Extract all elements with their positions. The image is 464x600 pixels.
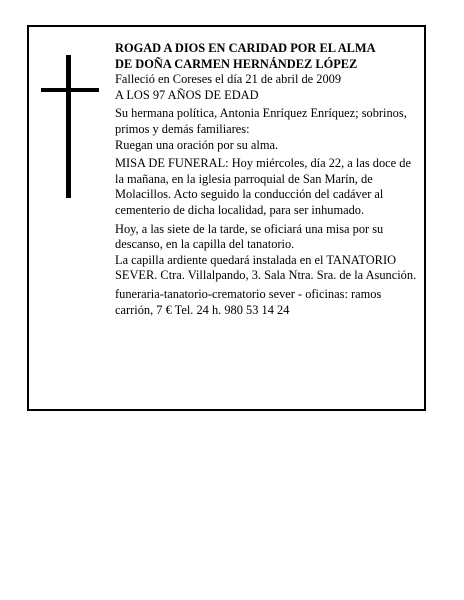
evening-mass-paragraph: Hoy, a las siete de la tarde, se oficiará una misa por su descanso, en la capilla del tanatorio. — [115, 221, 384, 252]
notice-text-column — [115, 41, 419, 318]
cross-icon — [41, 55, 99, 198]
cross-vertical-bar — [66, 55, 71, 198]
headline-line-2: DE DOÑA CARMEN HERNÁNDEZ LÓPEZ — [115, 56, 358, 71]
death-info: Falleció en Coreses el día 21 de abril de 2009 — [115, 72, 342, 87]
chapel-paragraph: La capilla ardiente quedará instalada en el TANATORIO SEVER. Ctra. Villalpando, 3. Sala Ntra. Sra. de la Asunción. — [115, 252, 417, 283]
headline-line-1: ROGAD A DIOS EN CARIDAD POR EL ALMA — [115, 41, 376, 55]
cross-horizontal-bar — [41, 88, 99, 92]
prayer-request: Ruegan una oración por su alma. — [115, 137, 279, 152]
family-paragraph: Su hermana política, Antonia Enríquez Enríquez; sobrinos, primos y demás familiares: — [115, 106, 407, 136]
funeral-home-paragraph: funeraria-tanatorio-crematorio sever - oficinas: ramos carrión, 7 € Tel. 24 h. 980 53 14 24 — [115, 286, 382, 317]
age-line: A LOS 97 AÑOS DE EDAD — [115, 87, 259, 102]
obituary-notice-frame — [27, 25, 426, 411]
funeral-mass-paragraph: MISA DE FUNERAL: Hoy miércoles, día 22, a las doce de la mañana, en la iglesia parroquial de San Marín, de Molacillos. Acto seguido la conducción del cadáver al cementerio de dicha localidad, para ser inhumado. — [115, 156, 411, 217]
